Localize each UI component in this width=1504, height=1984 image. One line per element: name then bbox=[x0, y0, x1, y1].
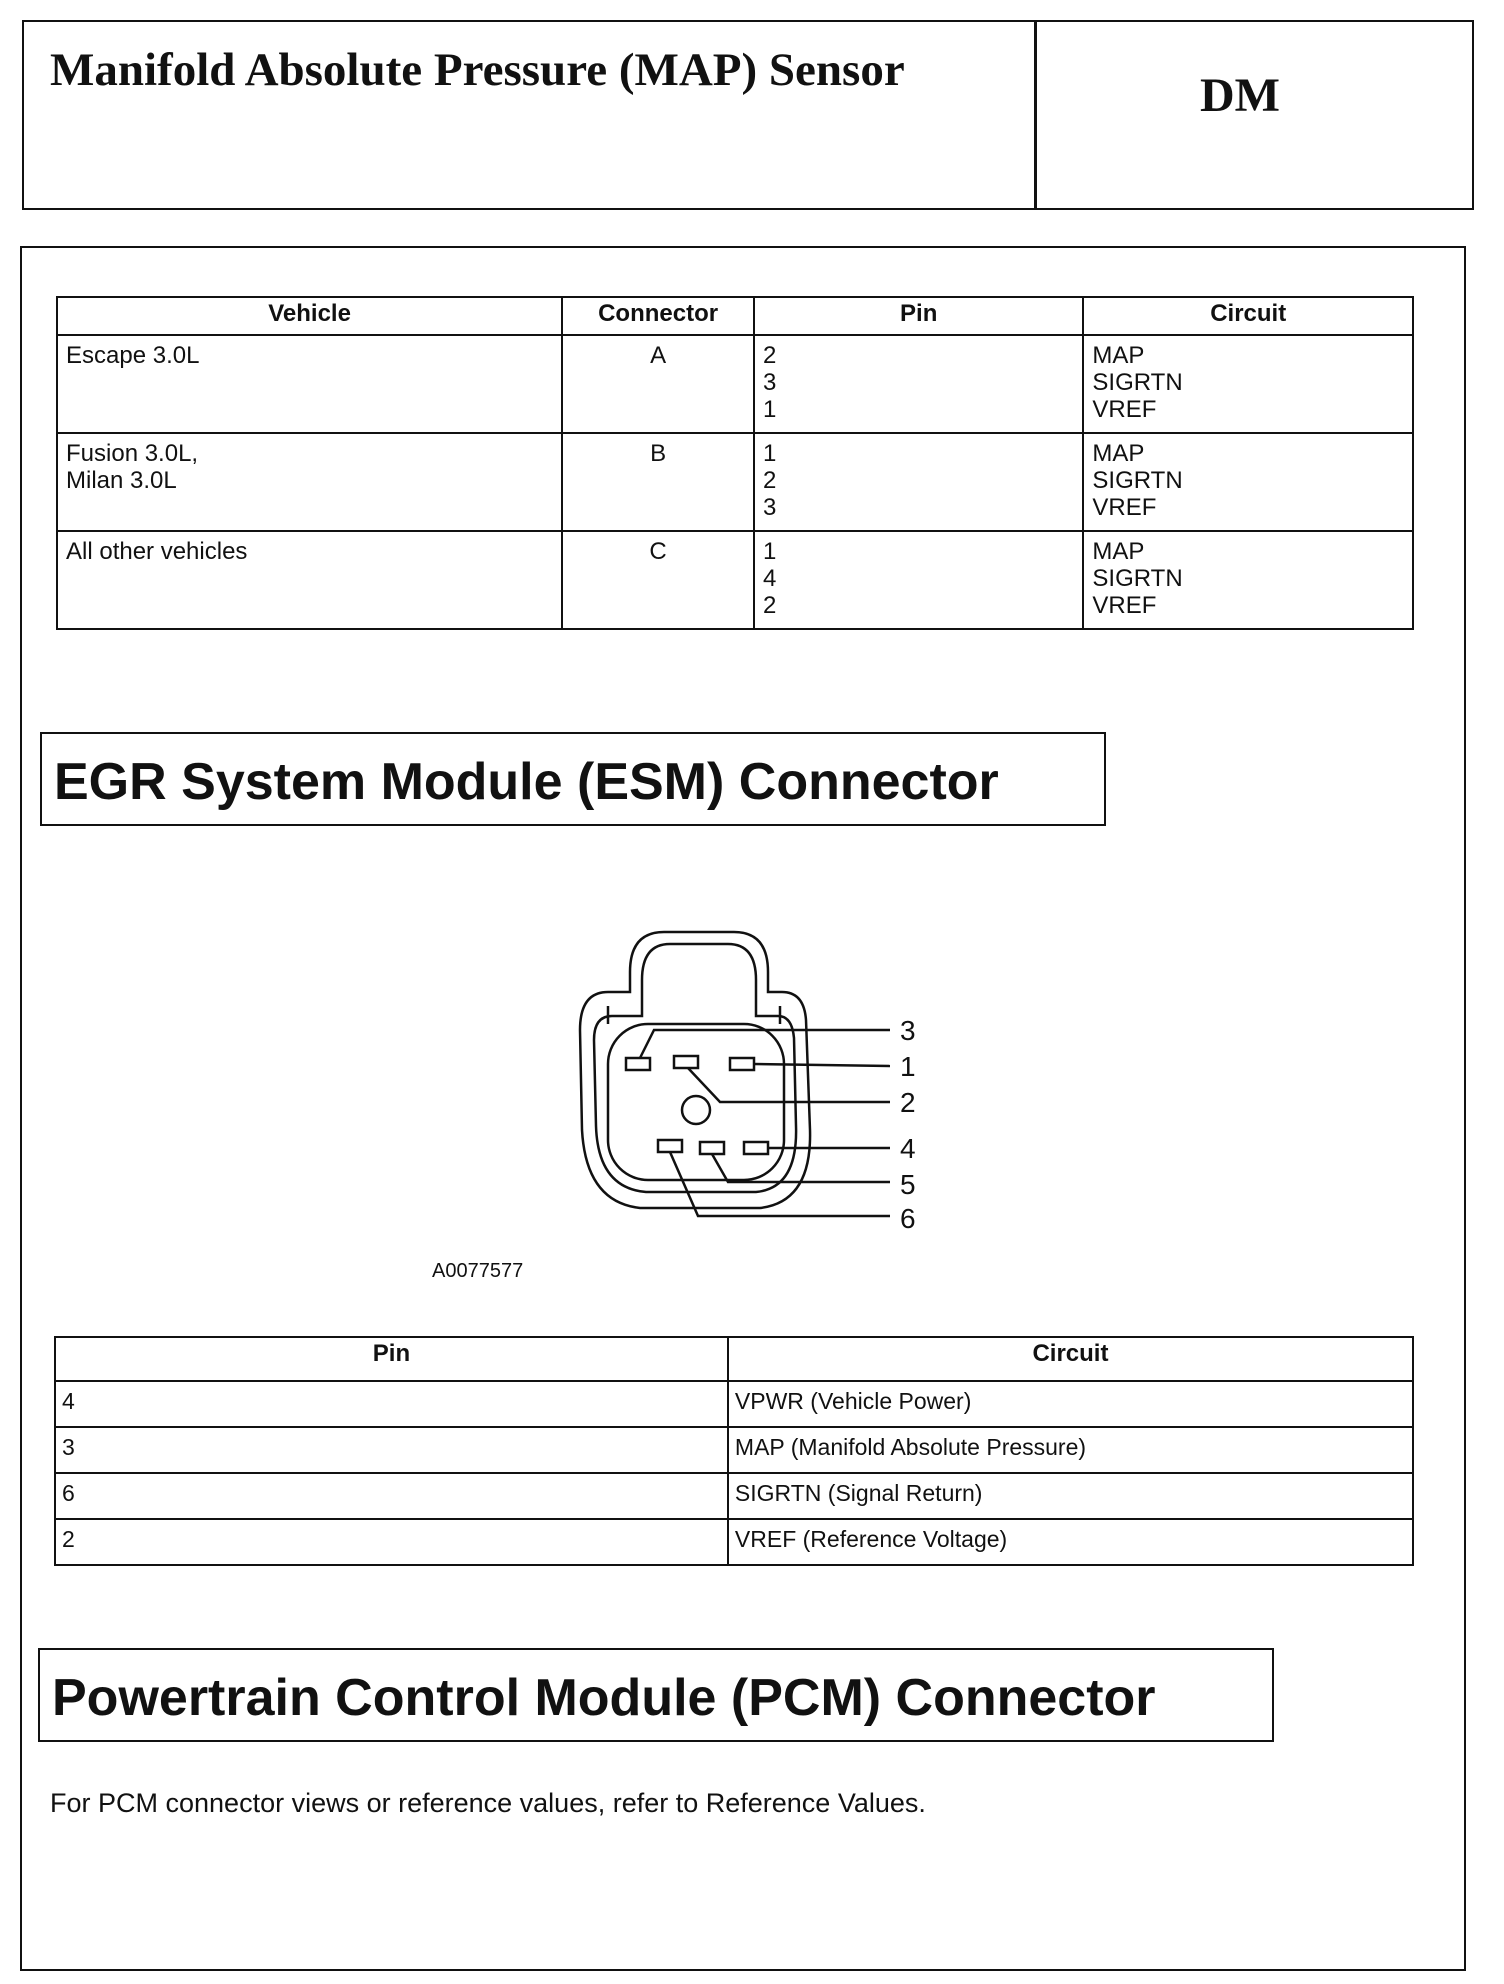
connector-housing-outer bbox=[580, 932, 810, 1208]
pcm-section-heading: Powertrain Control Module (PCM) Connector bbox=[38, 1648, 1274, 1742]
circuit-cell: VREF (Reference Voltage) bbox=[728, 1519, 1413, 1565]
pin-terminal-4 bbox=[730, 1058, 754, 1070]
header-divider bbox=[1034, 22, 1037, 208]
esm-pin-table bbox=[54, 1336, 1414, 1566]
pin-terminal-5 bbox=[700, 1142, 724, 1154]
header-pin: Pin bbox=[55, 1337, 728, 1381]
vehicle-cell: Fusion 3.0L, Milan 3.0L bbox=[57, 433, 562, 531]
circuit-cell: MAP SIGRTN VREF bbox=[1083, 531, 1413, 629]
circuit-cell: MAP SIGRTN VREF bbox=[1083, 335, 1413, 433]
esm-section-heading: EGR System Module (ESM) Connector bbox=[40, 732, 1106, 826]
circuit-cell: VPWR (Vehicle Power) bbox=[728, 1381, 1413, 1427]
vehicle-cell: Escape 3.0L bbox=[57, 335, 562, 433]
pin-cell: 1 4 2 bbox=[754, 531, 1083, 629]
page-title: Manifold Absolute Pressure (MAP) Sensor bbox=[50, 44, 905, 96]
table-row bbox=[55, 1427, 1413, 1473]
connector-cell: B bbox=[562, 433, 754, 531]
pin-label-1: 1 bbox=[900, 1051, 916, 1082]
circuit-cell: MAP SIGRTN VREF bbox=[1083, 433, 1413, 531]
connector-cell: C bbox=[562, 531, 754, 629]
connector-cell: A bbox=[562, 335, 754, 433]
pin-terminal-1 bbox=[674, 1056, 698, 1068]
pin-cell: 2 3 1 bbox=[754, 335, 1083, 433]
vehicle-cell: All other vehicles bbox=[57, 531, 562, 629]
table-row bbox=[55, 1381, 1413, 1427]
leader-line bbox=[754, 1064, 890, 1066]
pcm-reference-note: For PCM connector views or reference values, refer to Reference Values. bbox=[50, 1788, 926, 1818]
table-row bbox=[55, 1519, 1413, 1565]
header-circuit: Circuit bbox=[1083, 297, 1413, 335]
pin-terminal-3 bbox=[626, 1058, 650, 1070]
circuit-cell: MAP (Manifold Absolute Pressure) bbox=[728, 1427, 1413, 1473]
circuit-cell: SIGRTN (Signal Return) bbox=[728, 1473, 1413, 1519]
leader-line bbox=[688, 1068, 890, 1102]
pin-terminal-2 bbox=[744, 1142, 768, 1154]
leader-line bbox=[712, 1154, 890, 1182]
table-row bbox=[57, 433, 1413, 531]
pin-terminal-6 bbox=[658, 1140, 682, 1152]
header-pin: Pin bbox=[754, 297, 1083, 335]
header-connector: Connector bbox=[562, 297, 754, 335]
pin-cell: 6 bbox=[55, 1473, 728, 1519]
header-circuit: Circuit bbox=[728, 1337, 1413, 1381]
leader-line bbox=[670, 1152, 890, 1216]
pin-label-6: 6 bbox=[900, 1203, 916, 1234]
pin-label-5: 5 bbox=[900, 1169, 916, 1200]
center-hole bbox=[682, 1096, 710, 1124]
pin-label-4: 4 bbox=[900, 1133, 916, 1164]
pin-label-2: 2 bbox=[900, 1087, 916, 1118]
pin-label-3: 3 bbox=[900, 1015, 916, 1046]
leader-line bbox=[640, 1030, 890, 1058]
table-row bbox=[55, 1473, 1413, 1519]
pin-cell: 1 2 3 bbox=[754, 433, 1083, 531]
diagram-reference-id: A0077577 bbox=[432, 1260, 524, 1282]
pin-cell: 2 bbox=[55, 1519, 728, 1565]
vehicle-connector-table bbox=[56, 296, 1414, 630]
table-row bbox=[57, 531, 1413, 629]
table-row bbox=[57, 335, 1413, 433]
header-vehicle: Vehicle bbox=[57, 297, 562, 335]
pin-cell: 4 bbox=[55, 1381, 728, 1427]
section-code: DM bbox=[1200, 69, 1280, 122]
pin-cell: 3 bbox=[55, 1427, 728, 1473]
esm-connector-diagram bbox=[560, 920, 960, 1250]
